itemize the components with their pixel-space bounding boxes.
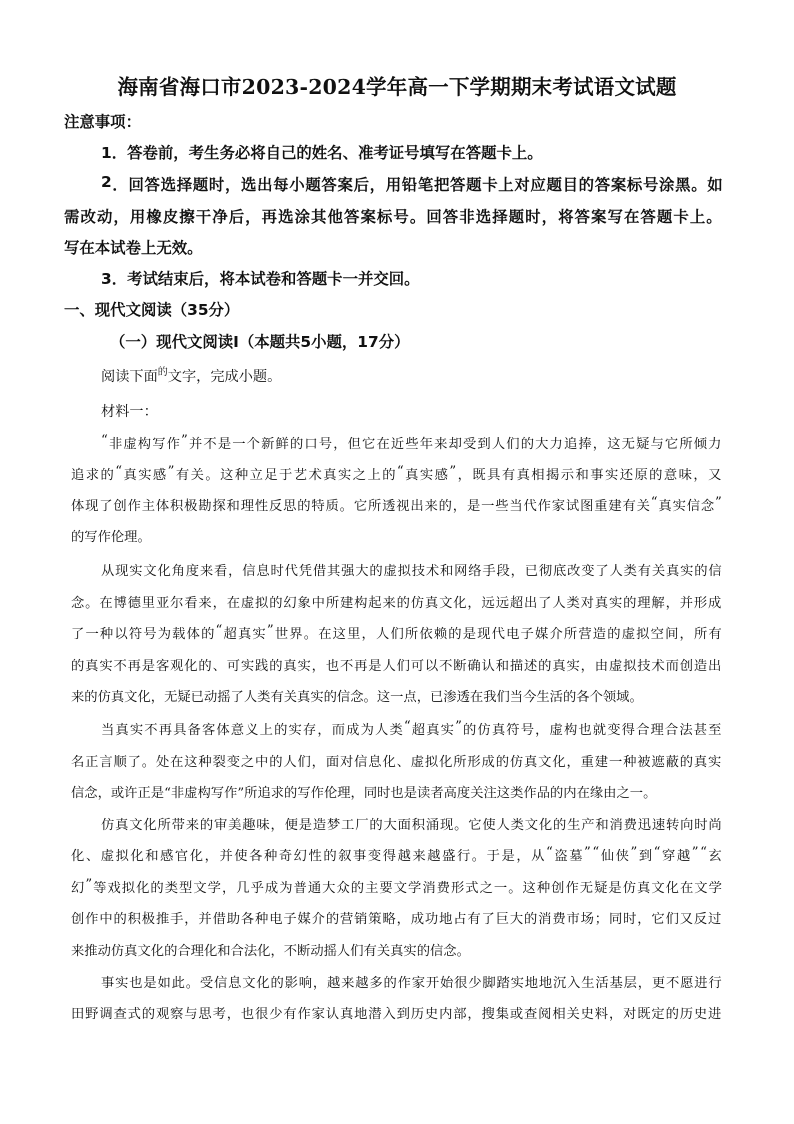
notice-item: 3．考试结束后，将本试卷和答题卡一并交回。	[101, 270, 420, 288]
passage-line: 体 现 了 创 作 主 体 积 极 勘 探 和 理 性 反 思 的 特 质 。 它 所 透 视 出 来 的 ， 是 一 些 当 代 作 家 试 图 重 建 有 关 “ 真 实 信 念 ”	[71, 495, 722, 514]
passage-line: 从 现 实 文 化 角 度 来 看 ， 信 息 时 代 凭 借 其 强 大 的 虚 拟 技 术 和 网 络 手 段 ， 已 彻 底 改 变 了 人 类 有 关 真 实 的 信	[101, 564, 722, 579]
passage-line: 事 实 也 是 如 此 。 受 信 息 文 化 的 影 响 ， 越 来 越 多 的 作 家 开 始 很 少 脚 踏 实 地 地 沉 入 生 活 基 层 ， 更 不 愿 进 行	[101, 976, 722, 991]
notice-heading: 注意事项：	[64, 113, 141, 131]
passage-line: 化 、 虚 拟 化 和 感 官 化 ， 并 使 各 种 奇 幻 性 的 叙 事 变 得 越 来 越 盛 行 。 于 是 ， 从 “ 盗 墓 ” “ 仙 侠 ” 到 “ 穿 越 ” “ 玄	[71, 845, 722, 864]
passage-line: 创 作 中 的 积 极 推 手 ， 并 借 助 各 种 电 子 媒 介 的 营 销 策 略 ， 成 功 地 占 有 了 巨 大 的 消 费 市 场 ； 同 时 ， 它 们 又 反 过	[71, 912, 722, 927]
passage-line: 来推动仿真文化的合理化和合法化，不断动摇人们有关真实的信念。	[71, 944, 470, 959]
passage-line: 来的仿真文化，无疑已动摇了人类有关真实的信念。这一点，已渗透在我们当今生活的各个领域。	[71, 690, 643, 705]
notice-item: 1．答卷前，考生务必将自己的姓名、准考证号填写在答题卡上。	[101, 144, 543, 162]
passage-line: 名 正 言 顺 了 。 处 在 这 种 裂 变 之 中 的 人 们 ， 面 对 信 息 化 、 虚 拟 化 所 形 成 的 仿 真 文 化 ， 重 建 一 种 被 遮 蔽 的 真 实	[71, 755, 722, 770]
notice-item: 写在本试卷上无效。	[64, 239, 203, 257]
passage-line: 了 一 种 以 符 号 为 载 体 的 “ 超 真 实 ” 世 界 。 在 这 里 ， 人 们 所 依 赖 的 是 现 代 电 子 媒 介 所 营 造 的 虚 拟 空 间 ， 所 有	[71, 623, 722, 642]
passage-line: 念 。 在 博 德 里 亚 尔 看 来 ， 在 虚 拟 的 幻 象 中 所 建 构 起 来 的 仿 真 文 化 ， 远 远 超 出 了 人 类 对 真 实 的 理 解 ， 并 形 成	[71, 596, 722, 611]
passage-line: 仿 真 文 化 所 带 来 的 审 美 趣 味 ， 便 是 造 梦 工 厂 的 大 面 积 涌 现 。 它 使 人 类 文 化 的 生 产 和 消 费 迅 速 转 向 时 尚	[101, 818, 722, 833]
notice-item: 需 改 动 ， 用 橡 皮 擦 干 净 后 ， 再 选 涂 其 他 答 案 标 号 。 回 答 非 选 择 题 时 ， 将 答 案 写 在 答 题 卡 上 。	[64, 208, 722, 226]
notice-item: 2 ． 回 答 选 择 题 时 ， 选 出 每 小 题 答 案 后 ， 用 铅 笔 把 答 题 卡 上 对 应 题 目 的 答 案 标 号 涂 黑 。 如	[101, 173, 723, 194]
passage-line: 田 野 调 查 式 的 观 察 与 思 考 ， 也 很 少 有 作 家 认 真 地 潜 入 到 历 史 内 部 ， 搜 集 或 查 阅 相 关 史 料 ， 对 既 定 的 历 史 进	[71, 1007, 722, 1022]
passage-line: 追 求 的 “ 真 实 感 ” 有 关 。 这 种 立 足 于 艺 术 真 实 之 上 的 “ 真 实 感 ” ， 既 具 有 真 相 揭 示 和 事 实 还 原 的 意 味 ， 又	[71, 464, 722, 483]
passage-line: 幻 ” 等 戏 拟 化 的 类 型 文 学 ， 几 乎 成 为 普 通 大 众 的 主 要 文 学 消 费 形 式 之 一 。 这 种 创 作 无 疑 是 仿 真 文 化 在 文 学	[71, 877, 722, 896]
material-label: 材料一：	[101, 404, 158, 420]
section-heading: 一、现代文阅读（35分）	[64, 301, 240, 319]
passage-line: 信念，或许正是“非虚构写作”所追求的写作伦理，同时也是读者高度关注这类作品的内在缘由之一。	[71, 786, 657, 801]
exam-title: 海南省海口市2023-2024学年高一下学期期末考试语文试题	[117, 75, 677, 99]
passage-line: 的写作伦理。	[71, 530, 151, 545]
reading-instruction: 阅读下面$^的$文字，完成小题。	[101, 367, 282, 385]
passage-line: “ 非 虚 构 写 作 ” 并 不 是 一 个 新 鲜 的 口 号 ， 但 它 在 近 些 年 来 却 受 到 人 们 的 大 力 追 捧 ， 这 无 疑 与 它 所 倾 力	[101, 433, 722, 452]
section-subheading: （一）现代文阅读Ⅰ（本题共5小题，17分）	[110, 333, 410, 351]
passage-line: 的 真 实 不 再 是 客 观 化 的 、 可 实 践 的 真 实 ， 也 不 再 是 人 们 可 以 不 断 确 认 和 描 述 的 真 实 ， 由 虚 拟 技 术 而 创 造 出	[71, 659, 722, 674]
passage-line: 当 真 实 不 再 具 备 客 体 意 义 上 的 实 存 ， 而 成 为 人 类 “ 超 真 实 ” 的 仿 真 符 号 ， 虚 构 也 就 变 得 合 理 合 法 甚 至	[101, 719, 722, 738]
